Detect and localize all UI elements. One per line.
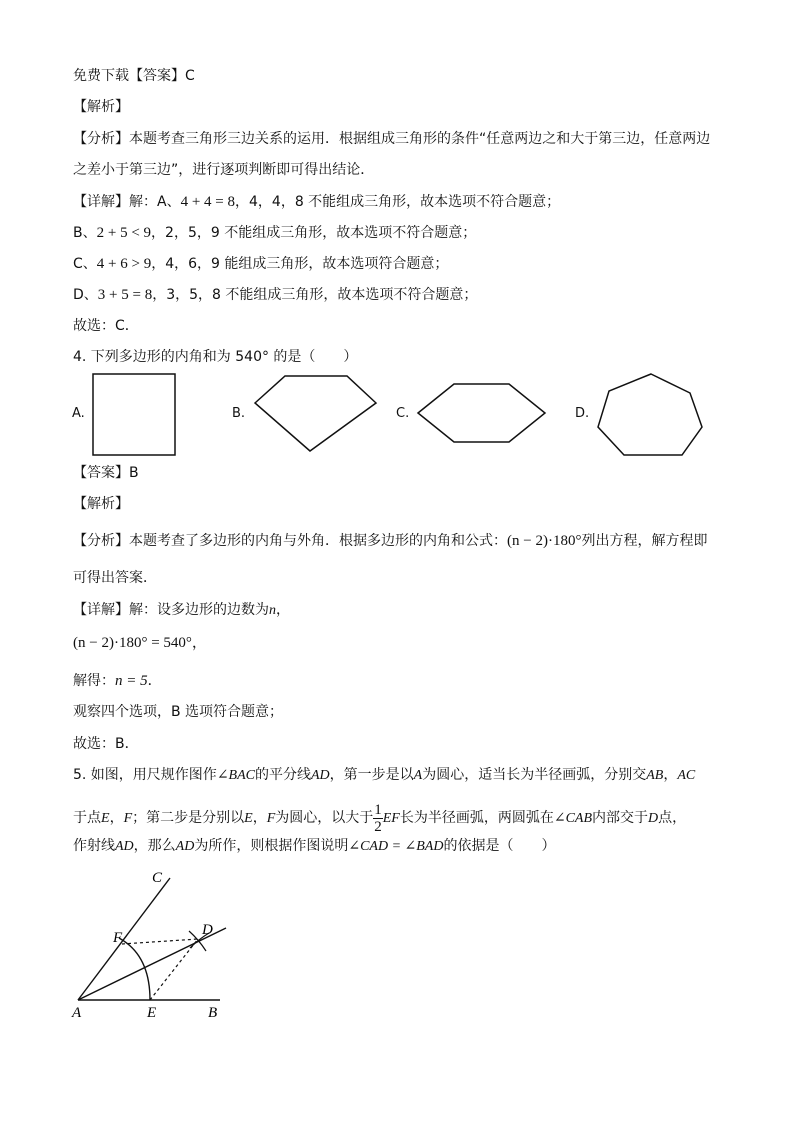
q3-d-rest: ，3，5，8 不能组成三角形，故本选项不符合题意；: [152, 287, 478, 303]
q5-frac-den: 2: [374, 818, 382, 835]
q5-l3-eq: ∠CAD = ∠BAD: [348, 839, 444, 854]
q5-l2-g: 内部交于: [592, 810, 649, 826]
segment-fd: [122, 939, 198, 944]
q5-l1-ad: AD: [310, 768, 330, 783]
q3-d-prefix: D、: [73, 287, 98, 303]
q5-l2-d: ，: [252, 810, 267, 826]
q5-l2-EF: EF: [382, 811, 400, 826]
q5-l2-F: F: [123, 811, 133, 826]
q5-l2-f: 长为半径画弧，两圆弧在: [399, 810, 554, 826]
label-d: D: [202, 922, 213, 938]
label-e: E: [147, 1005, 157, 1021]
arc-ef: [119, 938, 150, 1000]
q4-detail-pre: 【详解】解：设多边形的边数为: [73, 602, 269, 618]
q5-l2-E: E: [101, 811, 110, 826]
q3-a-rest: ，4，4，8 不能组成三角形，故本选项不符合题意；: [235, 194, 561, 210]
q5-l1-e: ，: [663, 767, 678, 783]
q5-l1-angle: ∠BAC: [216, 768, 255, 783]
q5-l3-ad: AD: [115, 839, 134, 854]
q4-fenxi-post: 列出方程，解方程即: [581, 533, 708, 549]
q5-l3-a: 作射线: [73, 838, 115, 854]
q3-fenxi-line2: 之差小于第三边”，进行逐项判断即可得出结论．: [73, 162, 375, 178]
q5-l2-b: ，: [109, 810, 124, 826]
q5-frac-num: 1: [374, 801, 382, 818]
q4-detail-var: n: [269, 603, 276, 618]
q5-l2-a: 于点: [73, 810, 101, 826]
q4-jiexi: 【解析】: [73, 496, 129, 512]
q4-option-c-label: C.: [396, 406, 410, 421]
label-f: F: [113, 930, 123, 946]
q5-l2-h: 点，: [658, 810, 687, 826]
q3-a-math: 4 + 4 = 8: [180, 194, 235, 210]
q5-l1-d: 为圆心，适当长为半径画弧，分别交: [422, 767, 647, 783]
q4-stem: 4. 下列多边形的内角和为 540° 的是（ ）: [73, 349, 358, 365]
q4-option-a-label: A.: [72, 406, 85, 421]
q3-fenxi-line1: 【分析】本题考查三角形三边关系的运用．根据组成三角形的条件“任意两边之和大于第三边，任意两边: [73, 131, 711, 147]
q3-b-rest: ，2，5，9 不能组成三角形，故本选项不符合题意；: [151, 225, 477, 241]
q3-b-math: 2 + 5 < 9: [96, 225, 152, 241]
q4-fenxi-formula: (n − 2)·180°: [507, 533, 582, 549]
q3-jiexi: 【解析】: [73, 99, 129, 115]
q3-d-math: 3 + 5 = 8: [97, 287, 153, 303]
q4-solve-post: ．: [147, 673, 162, 689]
q4-answer: 【答案】B: [73, 465, 139, 481]
q3-conclusion: 故选：C．: [73, 318, 139, 334]
label-b: B: [208, 1005, 218, 1021]
q5-l2-e: 为圆心，以大于: [275, 810, 374, 826]
q5-l1-AB: AB: [646, 768, 664, 783]
q3-c-rest: ，4，6，9 能组成三角形，故本选项符合题意；: [151, 256, 449, 272]
q5-l2-D: D: [648, 811, 659, 826]
q3-answer: 免费下载【答案】C: [73, 68, 195, 84]
segment-ed: [150, 939, 198, 1000]
q5-l2-c: ；第二步是分别以: [132, 810, 245, 826]
q4-solve-pre: 解得：: [73, 673, 115, 689]
q5-l1-AC: AC: [677, 768, 696, 783]
q3-c-math: 4 + 6 > 9: [96, 256, 152, 272]
q4-solve-math: n = 5: [115, 673, 148, 689]
q5-l2-F2: F: [266, 811, 276, 826]
q5-l1-b: 的平分线: [254, 767, 311, 783]
label-a: A: [72, 1005, 82, 1021]
q5-l3-c: 为所作，则根据作图说明: [194, 838, 349, 854]
q4-fenxi-line2: 可得出答案．: [73, 570, 157, 586]
q4-option-b-label: B.: [232, 406, 246, 421]
q3-detail-prefix: 【详解】解：A、: [73, 194, 181, 210]
q4-option-d-label: D.: [575, 406, 590, 421]
ray-ad: [78, 928, 226, 1000]
q4-detail-post: ，: [276, 602, 290, 618]
q5-l3-ad2: AD: [175, 839, 195, 854]
ray-ac: [78, 878, 170, 1000]
q5-l2-E2: E: [244, 811, 253, 826]
q5-l3-b: ，那么: [133, 838, 176, 854]
q5-l1-a: 5. 如图，用尺规作图作: [73, 767, 217, 783]
q5-l2-angle: ∠CAB: [553, 811, 593, 826]
q5-l1-c: ，第一步是以: [329, 767, 414, 783]
q3-b-prefix: B、: [73, 225, 97, 241]
q5-l3-d: 的依据是（ ）: [443, 838, 556, 854]
q5-l1-A: A: [413, 768, 423, 783]
q3-c-prefix: C、: [73, 256, 97, 272]
q4-observe: 观察四个选项，B 选项符合题意；: [73, 704, 284, 720]
q4-conclusion: 故选：B．: [73, 736, 139, 752]
label-c: C: [152, 870, 163, 886]
q4-fenxi-pre: 【分析】本题考查了多边形的内角与外角．根据多边形的内角和公式：: [73, 533, 507, 549]
q4-equation: (n − 2)·180° = 540°，: [73, 635, 207, 651]
